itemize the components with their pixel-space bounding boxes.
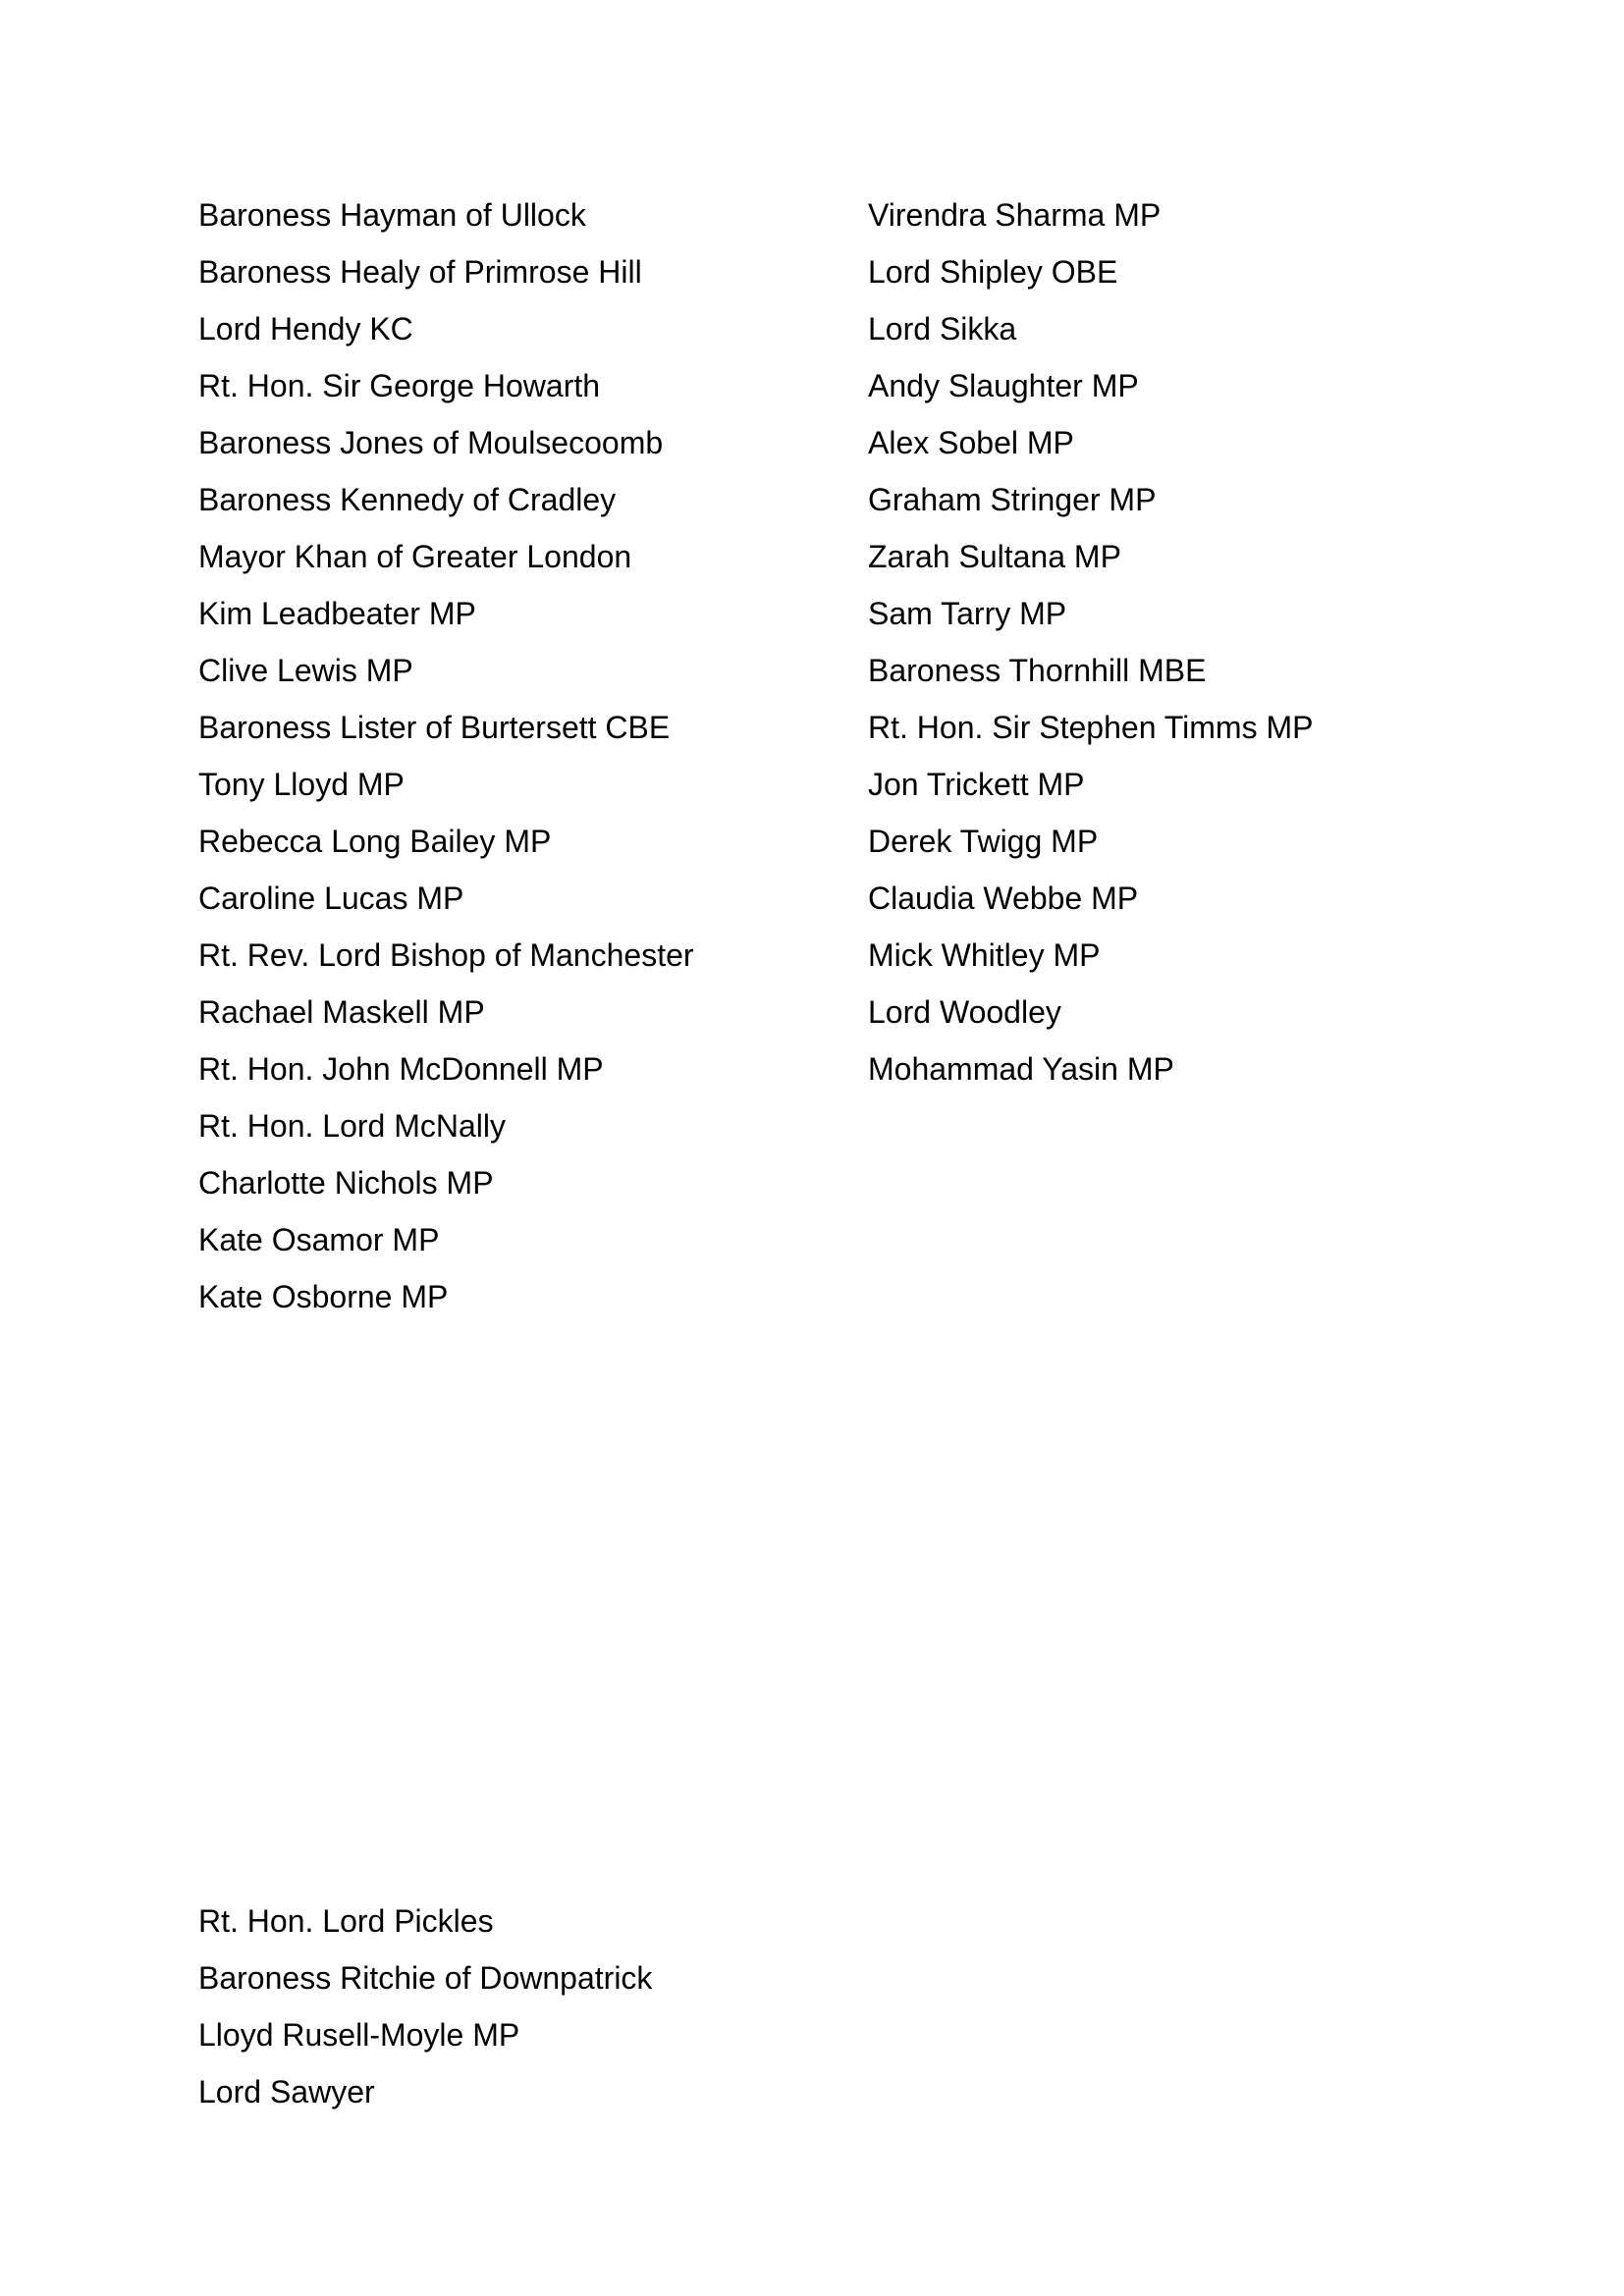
signatory-name: Rt. Hon. Lord Pickles: [198, 1903, 494, 1939]
signatory-name: Rt. Hon. Lord McNally: [198, 1108, 506, 1144]
signatory-name: Baroness Healy of Primrose Hill: [198, 254, 642, 290]
signatory-list-left: [198, 192, 827, 1331]
signatory-name: Claudia Webbe MP: [868, 881, 1139, 916]
signatory-name: Kim Leadbeater MP: [198, 596, 476, 631]
signatory-name: Lord Sikka: [868, 311, 1017, 347]
signatory-name: Rachael Maskell MP: [198, 994, 485, 1030]
signatory-name: Lord Hendy KC: [198, 311, 413, 347]
signatory-name: Baroness Jones of Moulsecoomb: [198, 425, 664, 460]
signatory-name: Virendra Sharma MP: [868, 197, 1162, 233]
signatory-name: Kate Osamor MP: [198, 1222, 440, 1257]
signatory-name: Jon Trickett MP: [868, 767, 1085, 802]
signatory-name: Rt. Hon. Sir George Howarth: [198, 368, 601, 403]
signatory-name: Baroness Lister of Burtersett CBE: [198, 710, 671, 745]
signatory-list-bottom: [198, 1898, 827, 2126]
signatory-name: Charlotte Nichols MP: [198, 1165, 494, 1201]
signatory-name: Lord Woodley: [868, 994, 1061, 1030]
signatory-name: Rebecca Long Bailey MP: [198, 824, 552, 859]
signatory-name: Clive Lewis MP: [198, 653, 413, 688]
signatory-name: Derek Twigg MP: [868, 824, 1099, 859]
signatory-name: Mayor Khan of Greater London: [198, 539, 632, 574]
signatory-name: Rt. Rev. Lord Bishop of Manchester: [198, 937, 694, 973]
signatory-name: Graham Stringer MP: [868, 482, 1157, 517]
signatory-name: Sam Tarry MP: [868, 596, 1067, 631]
signatory-name: Baroness Thornhill MBE: [868, 653, 1207, 688]
signatory-name: Rt. Hon. John McDonnell MP: [198, 1051, 604, 1087]
signatory-name: Alex Sobel MP: [868, 425, 1074, 460]
signatory-name: Zarah Sultana MP: [868, 539, 1121, 574]
signatory-name: Baroness Ritchie of Downpatrick: [198, 1960, 653, 1996]
signatory-name: Lord Sawyer: [198, 2074, 375, 2109]
signatory-name: Tony Lloyd MP: [198, 767, 405, 802]
signatory-name: Andy Slaughter MP: [868, 368, 1139, 403]
signatory-list-right: [868, 192, 1555, 1103]
signatory-name: Baroness Kennedy of Cradley: [198, 482, 617, 517]
signatory-name: Caroline Lucas MP: [198, 881, 464, 916]
signatory-name: Lord Shipley OBE: [868, 254, 1118, 290]
signatory-name: Baroness Hayman of Ullock: [198, 197, 586, 233]
signatory-name: Rt. Hon. Sir Stephen Timms MP: [868, 710, 1314, 745]
signatory-name: Kate Osborne MP: [198, 1279, 449, 1314]
signatory-name: Mohammad Yasin MP: [868, 1051, 1174, 1087]
signatory-name: Mick Whitley MP: [868, 937, 1101, 973]
signatory-name: Lloyd Rusell-Moyle MP: [198, 2017, 520, 2053]
